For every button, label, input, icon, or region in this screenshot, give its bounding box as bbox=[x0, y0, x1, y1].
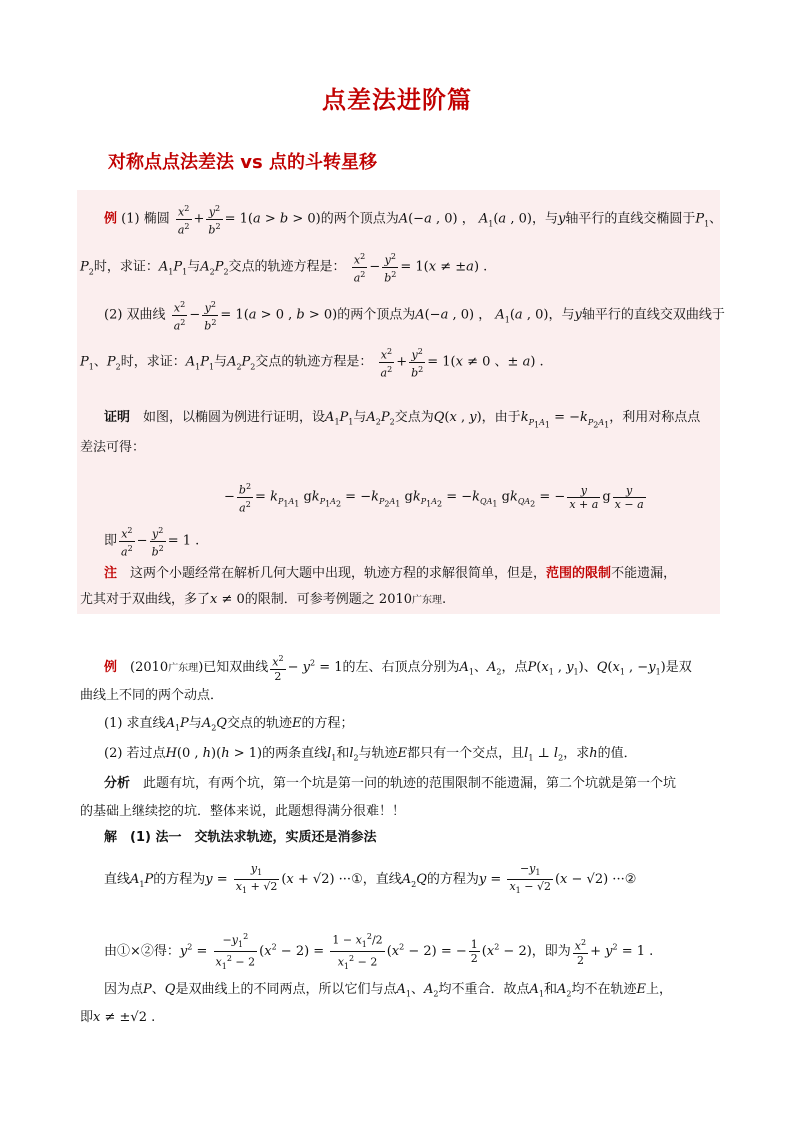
example2-line1: 例 (2010广东理)已知双曲线 $\frac{x^2}{2}$ − $y^2 = 1$的左、右顶点分别为$A_1$、$A_2$，点$P(x_1$ , $y_1$)、$Q(x_1$ , $-y_1$)是双 bbox=[104, 654, 692, 683]
conclusion-line1: 因为点P、Q是双曲线上的不同两点，所以它们与点$A_1$、$A_2$均不重合．故点$A_1$和$A_2$均不在轨迹E上， bbox=[104, 982, 672, 999]
page-title: 点差法进阶篇 bbox=[322, 86, 472, 114]
question1: (1) 求直线$A_1P$与$A_2Q$交点的轨迹E的方程； bbox=[104, 716, 354, 733]
proof-line1: 证明 如图，以椭圆为例进行证明，设$A_1P_1$与$A_2P_2$交点为Q(x , y)，由于$k_{P_1A_1} = -k_{P_2A_1}$，利用对称点点 bbox=[104, 410, 701, 430]
proof-equation: − $\frac{b^2}{a^2}$ = $k_{P_1A_1}$ $gk_{P_1A_2} = -k_{P_2A_1}$ $gk_{P_1A_2} = -k_{QA_1}$ $gk_{QA_2}$ = − $\frac{y}{x + a}$ g $\frac{y}{x - a}$ bbox=[224, 482, 644, 515]
analysis-label: 分析 bbox=[104, 776, 131, 791]
section-title: 对称点点法差法 vs 点的斗转星移 bbox=[108, 152, 377, 173]
proof-conclusion: 即 $\frac{x^2}{a^2}$ − $\frac{y^2}{b^2}$ = 1 . bbox=[104, 526, 200, 559]
solution-label: 解 bbox=[104, 830, 118, 845]
note-line1: 注 这两个小题经常在解析几何大题中出现，轨迹方程的求解很简单，但是，范围的限制不能遗漏， bbox=[104, 566, 677, 581]
proof-line2: 差法可得： bbox=[80, 440, 146, 455]
example-label: 例 bbox=[104, 211, 118, 227]
note-line2: 尤其对于双曲线，多了x ≠ 0的限制．可参考例题之 2010广东理. bbox=[80, 592, 447, 607]
conclusion-line2: 即x ≠ ±√2 . bbox=[80, 1010, 156, 1025]
line-equations: 直线$A_1P$的方程为y = $\frac{y_1}{x_1 + √2}$ (x + √2) ···①，直线$A_2Q$的方程为y = $\frac{-y_1}{x_1 - √2}$ (x − √2) ···② bbox=[104, 862, 637, 896]
question2: (2) 若过点H(0 , h)(h > 1)的两条直线$l_1$和$l_2$与轨迹E都只有一个交点，且$l_1$ ⊥ $l_2$，求h的值． bbox=[104, 746, 637, 763]
example2-line2: 曲线上不同的两个动点． bbox=[80, 688, 224, 703]
example1-line4: $P_1$、$P_2$时，求证：$A_1P_1$与$A_2P_2$交点的轨迹方程是： $\frac{x^2}{a^2}$ + $\frac{y^2}{b^2}$ = 1(x ≠ 0 、± a) . bbox=[80, 347, 544, 380]
example2-label: 例 bbox=[104, 659, 118, 675]
example1-line1: 例 (1) 椭圆 $\frac{x^2}{a^2}$ + $\frac{y^2}{b^2}$ = 1(a > b > 0)的两个顶点为A(−a , 0) ， $A_1(a$ , 0)，与y轴平行的直线交椭圆于$P_1$、 bbox=[104, 204, 723, 237]
analysis-line1: 分析 此题有坑，有两个坑，第一个坑是第一问的轨迹的范围限制不能遗漏，第二个坑就是第一个坑 bbox=[104, 776, 677, 791]
analysis-line2: 的基础上继续挖的坑．整体来说，此题想得满分很难！！ bbox=[80, 804, 406, 819]
example1-line2: $P_2$时，求证：$A_1P_1$与$A_2P_2$交点的轨迹方程是： $\frac{x^2}{a^2}$ − $\frac{y^2}{b^2}$ = 1(x ≠ ±a) . bbox=[80, 252, 488, 285]
solution-heading: 解 (1) 法一 交轨法求轨迹，实质还是消参法 bbox=[104, 830, 377, 845]
note-label: 注 bbox=[104, 566, 118, 581]
proof-label: 证明 bbox=[104, 410, 131, 425]
multiply-equations: 由①×②得：$y^2$ = $\frac{-y_1^2}{x_1^2 - 2}$ $(x^2 - 2)$ = $\frac{1 - x_1^2/2}{x_1^2 - 2}$ $(x^2 - 2)$ = − $\frac{1}{2}$ $(x^2 - 2)$，即为 $\frac{x^2}{2}$ + $y^2 = 1$ . bbox=[104, 932, 654, 971]
example1-line3: (2) 双曲线 $\frac{x^2}{a^2}$ − $\frac{y^2}{b^2}$ = 1(a > 0 , b > 0)的两个顶点为A(−a , 0) ， $A_1(a$ , 0)，与y轴平行的直线交双曲线于 bbox=[104, 300, 725, 333]
